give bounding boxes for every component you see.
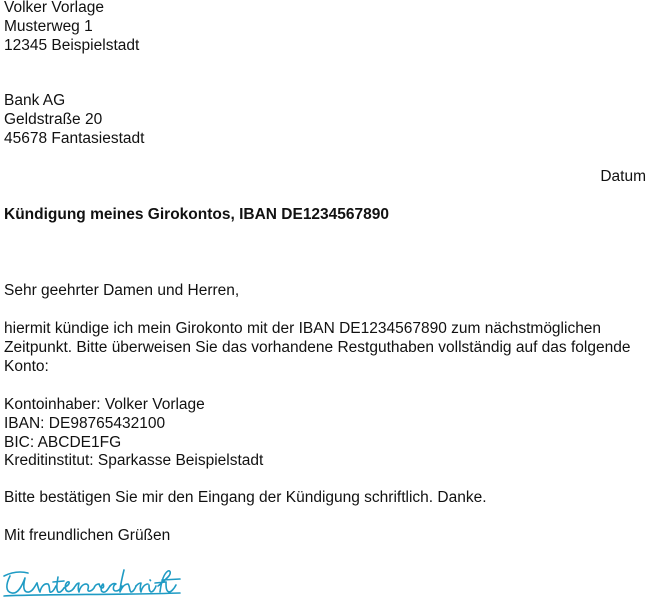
letter-body bbox=[4, 320, 649, 376]
account-iban: IBAN: DE98765432100 bbox=[4, 414, 166, 432]
letter-closing: Mit freundlichen Grüßen bbox=[4, 527, 171, 544]
confirmation-request: Bitte bestätigen Sie mir den Eingang der Kündigung schriftlich. Danke. bbox=[4, 489, 487, 506]
letter-date: Datum bbox=[600, 168, 646, 185]
account-holder: Kontoinhaber: Volker Vorlage bbox=[4, 396, 205, 413]
sender-name: Volker Vorlage bbox=[4, 0, 104, 16]
recipient-name: Bank AG bbox=[4, 92, 66, 109]
signature-drawing bbox=[0, 566, 186, 600]
letter-subject: Kündigung meines Girokontos, IBAN DE1234567890 bbox=[4, 206, 390, 223]
sender-city: 12345 Beispielstadt bbox=[4, 36, 140, 54]
recipient-city: 45678 Fantasiestadt bbox=[4, 129, 145, 147]
sender-street: Musterweg 1 bbox=[4, 17, 93, 35]
account-bic: BIC: ABCDE1FG bbox=[4, 433, 122, 451]
body-paragraph: hiermit kündige ich mein Girokonto mit der IBAN DE1234567890 zum nächstmöglichen Zeitpunkt. Bitte überweisen Sie das vorhandene Restguthaben vollständig auf das folgende Konto: bbox=[4, 320, 631, 375]
account-details bbox=[4, 396, 263, 471]
sender-address bbox=[4, 0, 139, 55]
recipient-address bbox=[4, 92, 144, 148]
handwritten-signature bbox=[0, 566, 186, 600]
letter-salutation: Sehr geehrter Damen und Herren, bbox=[4, 282, 240, 299]
recipient-street: Geldstraße 20 bbox=[4, 110, 103, 128]
account-institution: Kreditinstitut: Sparkasse Beispielstadt bbox=[4, 452, 264, 470]
